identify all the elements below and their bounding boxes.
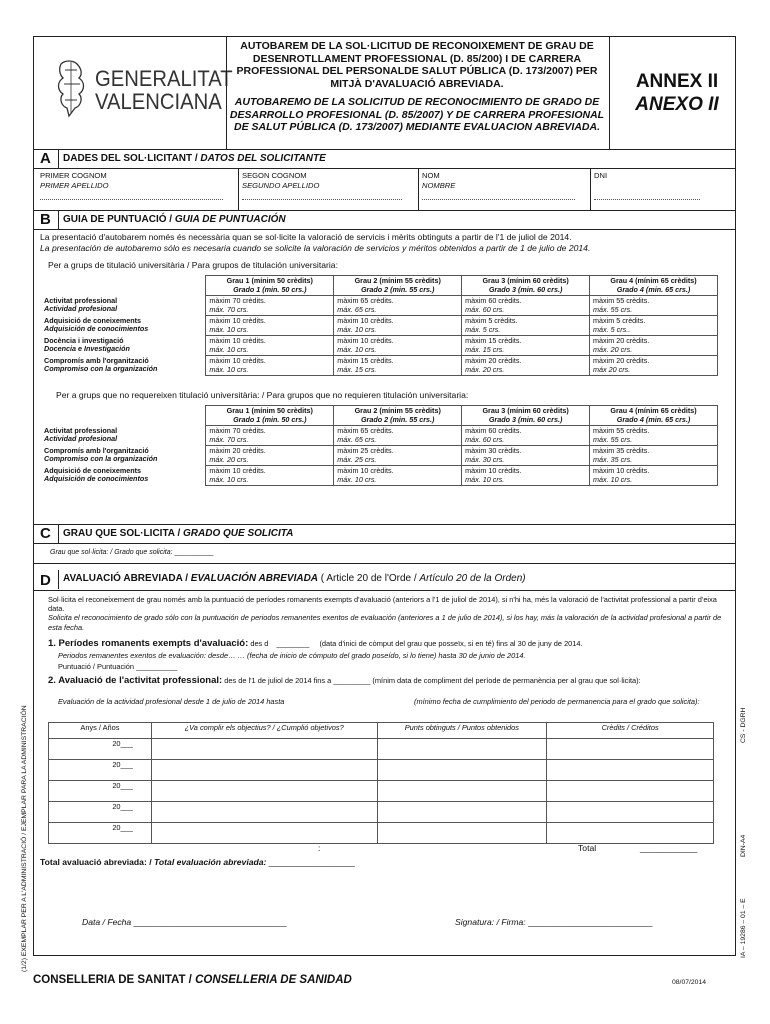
objectives-cell[interactable]: [151, 739, 377, 760]
table-cell: màxim 5 crèdits. máx. 5 crs.: [462, 316, 590, 336]
item2-text-b: (mínim data de compliment del període de permanència per al grau que sol·licita):: [372, 676, 641, 685]
objectives-cell[interactable]: [151, 802, 377, 823]
generalitat-logo: [55, 58, 233, 123]
table-header-cell: Grau 2 (mínim 55 crèdits) Grado 2 (min. 55 crs.): [334, 406, 462, 426]
header-divider-right: [609, 36, 610, 149]
item1-text-a: des d: [250, 639, 269, 648]
table-cell: màxim 65 crèdits. máx. 65 crs.: [334, 426, 462, 446]
total-abbreviated-label-es: Total evaluación abreviada:: [154, 857, 267, 867]
table-cell: màxim 15 crèdits. máx. 15 crs.: [462, 336, 590, 356]
total-input[interactable]: ____________: [640, 843, 698, 853]
row-label: Compromís amb l'organització Compromiso con la organización: [44, 445, 158, 463]
section-a-title-ca: DADES DEL SOL·LICITANT /: [63, 153, 198, 164]
section-b-title-es: GUIA DE PUNTUACIÓN: [174, 214, 286, 225]
section-d-title-ca: AVALUACIÓ ABREVIADA /: [63, 573, 188, 584]
table-row: [42, 336, 718, 356]
section-c-letter-divider: [58, 524, 59, 543]
field-first-surname-es: PRIMER APELLIDO: [40, 180, 109, 190]
table-cell: màxim 20 crèdits. máx. 20 crs.: [590, 336, 718, 356]
field-second-surname-es: SEGUNDO APELLIDO: [242, 180, 320, 190]
section-c-title: [63, 528, 293, 539]
section-a-bottom-rule: [33, 210, 736, 211]
field-first-surname: [40, 171, 109, 190]
table-cell: màxim 10 crèdits. máx. 10 crs.: [206, 466, 334, 486]
table-header-cell: Grau 3 (mínim 60 crèdits) Grado 3 (min. 60 crs.): [462, 406, 590, 426]
table-row: [49, 802, 714, 823]
field-first-surname-ca: PRIMER COGNOM: [40, 171, 107, 180]
table-row: [49, 823, 714, 844]
table-header-row: [42, 406, 718, 426]
section-b-title-ca: GUIA DE PUNTUACIÓ /: [63, 214, 173, 225]
side-text-right-1: CS - DGRH: [740, 707, 747, 743]
table-cell: màxim 55 crèdits. máx. 55 crs.: [590, 426, 718, 446]
score-table-non-university: [42, 405, 718, 486]
section-c-title-es: GRADO QUE SOLICITA: [183, 528, 294, 539]
item1-text-es: Periodos remanentes exentos de evaluación: desde… … (fecha de inicio de cómputo del grado poseído, si lo tiene) hasta 30 de junio de 2014.: [58, 651, 526, 660]
section-a-letter-divider: [58, 149, 59, 168]
requested-grade-field: [50, 548, 213, 557]
item1-score-input[interactable]: __________: [136, 662, 178, 671]
table-row: [49, 760, 714, 781]
points-cell[interactable]: [377, 739, 547, 760]
table-header-cell: Grau 2 (mínim 55 crèdits) Grado 2 (min. 55 crs.): [334, 276, 462, 296]
ministry-footer: [33, 974, 352, 986]
field-second-surname-ca: SEGON COGNOM: [242, 171, 307, 180]
credits-cell[interactable]: [547, 823, 714, 844]
col-points: Punts obtinguts / Puntos obtenidos: [377, 723, 547, 739]
form-title-valencian: AUTOBAREM DE LA SOL·LICITUD DE RECONOIXEMENT DE GRAU DE DESENROTLLAMENT PROFESSIONAL (D. 85/200) I DE CARRERA PROFESSIONAL DEL PERSONALDE SALUT PÚBLICA (D. 173/2007) PER MITJÀ D'AVALUACIÓ ABREVIADA.: [236, 40, 598, 90]
field-divider-3: [590, 168, 591, 210]
credits-cell[interactable]: [547, 781, 714, 802]
section-d-title: [63, 573, 526, 584]
header-divider-left: [226, 36, 227, 149]
item1-score-label: Puntuació / Puntuación: [58, 662, 135, 671]
table-cell: màxim 70 crèdits. máx. 70 crs.: [206, 426, 334, 446]
points-cell[interactable]: [377, 781, 547, 802]
table-row: [42, 356, 718, 376]
table-header-cell: Grau 4 (mínim 65 crèdits) Grado 4 (min. 65 crs.): [590, 406, 718, 426]
row-label: Compromís amb l'organització Compromiso con la organización: [44, 355, 158, 373]
section-b-rule: [33, 229, 736, 230]
org-name-line1: GENERALITAT: [95, 66, 233, 91]
total-label: Total: [578, 843, 597, 853]
date-input[interactable]: ________________________________: [133, 917, 287, 927]
form-date: 08/07/2014: [672, 979, 707, 986]
table-cell: màxim 10 crèdits. máx. 10 crs.: [334, 336, 462, 356]
total-abbreviated-input[interactable]: __________________: [268, 857, 355, 867]
section-c-letter: C: [40, 525, 51, 542]
annex-es: ANEXO II: [635, 94, 719, 115]
table-header-cell: Grau 1 (mínim 50 crèdits) Grado 1 (min. 50 crs.): [206, 406, 334, 426]
section-d-letter-divider: [58, 570, 59, 589]
section-b-intro-es: La presentación de autobaremo sólo es necesaria cuando se solicite la valoración de servicios y méritos obtenidos a partir de 1 de julio de 2014.: [40, 242, 591, 253]
date-label: Data / Fecha: [82, 917, 132, 927]
year-cell[interactable]: 20___: [49, 802, 152, 823]
table-cell: màxim 10 crèdits. máx. 10 crs.: [334, 316, 462, 336]
field-divider-1: [238, 168, 239, 210]
col-years: Anys / Años: [49, 723, 152, 739]
table-corner: [42, 276, 206, 296]
section-b-letter: B: [40, 211, 51, 228]
table-cell: màxim 20 crèdits. máx. 20 crs.: [206, 446, 334, 466]
table-header-cell: Grau 3 (mínim 60 crèdits) Grado 3 (min. 60 crs.): [462, 276, 590, 296]
section-a-rule: [33, 168, 736, 169]
requested-grade-label: Grau que sol·licita: / Grado que solicita:: [50, 549, 173, 556]
table-header-cell: Grau 4 (mínim 65 crèdits) Grado 4 (min. 65 crs.): [590, 276, 718, 296]
section-d-ref-ca: ( Article 20 de l'Orde /: [320, 573, 417, 584]
item1-text-b: (data d'inici de còmput del grau que posseïx, si en té) fins al 30 de juny de 2014.: [319, 639, 583, 648]
section-c-bottom-rule: [33, 563, 736, 564]
row-label: Activitat professional Actividad profesional: [44, 425, 118, 443]
total-colon: :: [318, 843, 321, 853]
year-cell[interactable]: 20___: [49, 781, 152, 802]
year-cell[interactable]: 20___: [49, 823, 152, 844]
annex-label: [618, 70, 736, 116]
field-dni: [594, 171, 607, 181]
points-cell[interactable]: [377, 823, 547, 844]
section-c-rule: [33, 543, 736, 544]
field-second-surname: [242, 171, 319, 190]
evaluation-table: [48, 722, 714, 844]
table2-caption: Per a grups que no requereixen titulació universitària: / Para grupos que no requieren titulación universitaria:: [56, 390, 469, 400]
table-cell: màxim 30 crèdits. máx. 30 crs.: [462, 446, 590, 466]
section-b-title: [63, 214, 286, 225]
objectives-cell[interactable]: [151, 823, 377, 844]
field-dni-ca: DNI: [594, 171, 608, 180]
first-surname-input[interactable]: [40, 199, 223, 200]
table-cell: màxim 20 crèdits. máx 20 crs.: [590, 356, 718, 376]
side-text-left: (1/2) EXEMPLAR PER A L'ADMINISTRACIÓ / EJEMPLAR PARA LA ADMINISTRACIÓN: [21, 705, 28, 972]
crest-icon: [55, 58, 89, 118]
second-surname-input[interactable]: [242, 199, 402, 200]
table-header-row: [49, 723, 714, 739]
section-b-letter-divider: [58, 210, 59, 229]
table-row: [49, 739, 714, 760]
table-cell: màxim 10 crèdits. máx. 10 crs.: [590, 466, 718, 486]
table-row: [42, 466, 718, 486]
table-header-row: [42, 276, 718, 296]
section-c-title-ca: GRAU QUE SOL·LICITA /: [63, 528, 181, 539]
item1-line: [48, 639, 724, 648]
item2-text-es-a: Evaluación de la actividad profesional desde 1 de julio de 2014 hasta: [58, 697, 285, 706]
annex-ca: ANNEX II: [635, 71, 719, 92]
table-cell: màxim 10 crèdits. máx. 10 crs.: [206, 356, 334, 376]
credits-cell[interactable]: [547, 802, 714, 823]
item2-text-a: des de l'1 de juliol de 2014 fins a: [224, 676, 332, 685]
item1-score: [58, 662, 177, 671]
item2-line: [48, 676, 718, 685]
header-bottom-rule: [33, 149, 736, 150]
table-cell: màxim 25 crèdits. máx. 25 crs.: [334, 446, 462, 466]
row-label: Activitat professional Actividad profesional: [44, 295, 118, 313]
item2-end-date-input[interactable]: _________: [333, 676, 371, 685]
col-credits: Crèdits / Créditos: [547, 723, 714, 739]
section-d-intro: [48, 595, 724, 632]
table-cell: màxim 60 crèdits. máx. 60 crs.: [462, 426, 590, 446]
requested-grade-input[interactable]: __________: [174, 549, 214, 556]
table1-caption: Per a grups de titulació universitària / Para grupos de titulación universitaria:: [48, 260, 338, 270]
signature-field: [455, 917, 652, 928]
table-cell: màxim 10 crèdits. máx. 10 crs.: [206, 316, 334, 336]
ministry-ca: CONSELLERIA DE SANITAT /: [33, 974, 192, 986]
table-cell: màxim 35 crèdits. máx. 35 crs.: [590, 446, 718, 466]
section-a-title-es: DATOS DEL SOLICITANTE: [200, 153, 326, 164]
signature-input[interactable]: __________________________: [528, 917, 653, 927]
score-table-university: [42, 275, 718, 376]
points-cell[interactable]: [377, 802, 547, 823]
table-cell: màxim 65 crèdits. máx. 65 crs.: [334, 296, 462, 316]
table-row: [42, 446, 718, 466]
table-header-cell: Grau 1 (mínim 50 crèdits) Grado 1 (min. 50 crs.): [206, 276, 334, 296]
section-a-title: [63, 153, 326, 164]
dni-input[interactable]: [594, 199, 700, 200]
table-row: [49, 781, 714, 802]
org-name-line2: VALENCIANA: [95, 89, 222, 114]
row-label: Docència i investigació Docencia e Investigación: [44, 335, 130, 353]
table-cell: màxim 10 crèdits. máx. 10 crs.: [462, 466, 590, 486]
table-cell: màxim 15 crèdits. máx. 15 crs.: [334, 356, 462, 376]
field-name: [422, 171, 455, 190]
table-cell: màxim 70 crèdits. máx. 70 crs.: [206, 296, 334, 316]
section-d-intro-ca: Sol·licita el reconeixement de grau només amb la puntuació de períodes romanents exempts d'avaluació (anteriors a l'1 de juliol de 2014), si n'hi ha, més la valoració de l'activitat professional a partir d'eixa data.: [48, 595, 717, 614]
side-text-right-2: DIN-A4: [740, 834, 747, 857]
table-corner: [42, 406, 206, 426]
section-a-letter: A: [40, 150, 51, 167]
table-cell: màxim 60 crèdits. máx. 60 crs.: [462, 296, 590, 316]
total-abbreviated: [40, 857, 355, 868]
item1-start-date-input[interactable]: ________: [276, 639, 310, 648]
section-d-letter: D: [40, 572, 51, 589]
item1-title: 1. Períodes romanents exempts d'avaluació:: [48, 638, 249, 649]
side-text-right-3: IA – 19286 – 01 – E: [740, 898, 747, 958]
date-field: [82, 917, 287, 928]
section-d-rule: [33, 590, 736, 591]
form-title-spanish: AUTOBAREMO DE LA SOLICITUD DE RECONOCIMIENTO DE GRADO DE DESARROLLO PROFESIONAL (D. 85/2007) Y DE CARRERA PROFESIONAL DE SALUT PÚBLICA (D. 173/2007) MEDIANTE EVALUACION ABREVIADA.: [229, 96, 605, 133]
section-b-intro: [40, 232, 732, 253]
section-d-intro-es: Solicita el reconocimiento de grado sólo con la puntuación de periodos remanentes exentos de evaluación (anteriores a 1 de julio de 2014), si los hay, más la valoración de la actividad profesional a partir de esta fecha.: [48, 613, 722, 632]
field-divider-2: [418, 168, 419, 210]
credits-cell[interactable]: [547, 760, 714, 781]
credits-cell[interactable]: [547, 739, 714, 760]
ministry-es: CONSELLERIA DE SANIDAD: [195, 974, 352, 986]
table-cell: màxim 5 crèdits. máx. 5 crs..: [590, 316, 718, 336]
points-cell[interactable]: [377, 760, 547, 781]
field-name-es: NOMBRE: [422, 180, 456, 190]
item2-text-es-b: (mínimo fecha de cumplimiento del periodo de permanencia para el grado que solicita):: [414, 697, 700, 706]
objectives-cell[interactable]: [151, 760, 377, 781]
signature-label: Signatura: / Firma:: [455, 917, 526, 927]
section-b-intro-ca: La presentació d'autobarem només és necessària quan se sol·licite la valoració de servicis i mèrits obtinguts a partir de l'1 de juliol de 2014.: [40, 232, 572, 242]
table-cell: màxim 20 crèdits. máx. 20 crs.: [462, 356, 590, 376]
row-label: Adquisició de coneixements Adquisición de conocimientos: [44, 465, 149, 483]
col-objectives: ¿Va complir els objectius? / ¿Cumplió objetivos?: [151, 723, 377, 739]
item2-title: 2. Avaluació de l'activitat professional:: [48, 675, 223, 686]
table-row: [42, 296, 718, 316]
table-row: [42, 426, 718, 446]
year-cell[interactable]: 20___: [49, 760, 152, 781]
table-row: [42, 316, 718, 336]
section-c-top-rule: [33, 524, 736, 525]
section-d-ref-es: Artículo 20 de la Orden): [419, 573, 526, 584]
table-cell: màxim 10 crèdits. máx. 10 crs.: [334, 466, 462, 486]
objectives-cell[interactable]: [151, 781, 377, 802]
field-name-ca: NOM: [422, 171, 440, 180]
table-cell: màxim 55 crèdits. máx. 55 crs.: [590, 296, 718, 316]
year-cell[interactable]: 20___: [49, 739, 152, 760]
row-label: Adquisició de coneixements Adquisición de conocimientos: [44, 315, 149, 333]
section-d-title-es: EVALUACIÓN ABREVIADA: [190, 573, 319, 584]
table-cell: màxim 10 crèdits. máx. 10 crs.: [206, 336, 334, 356]
name-input[interactable]: [422, 199, 575, 200]
total-abbreviated-label-ca: Total avaluació abreviada: /: [40, 857, 152, 867]
